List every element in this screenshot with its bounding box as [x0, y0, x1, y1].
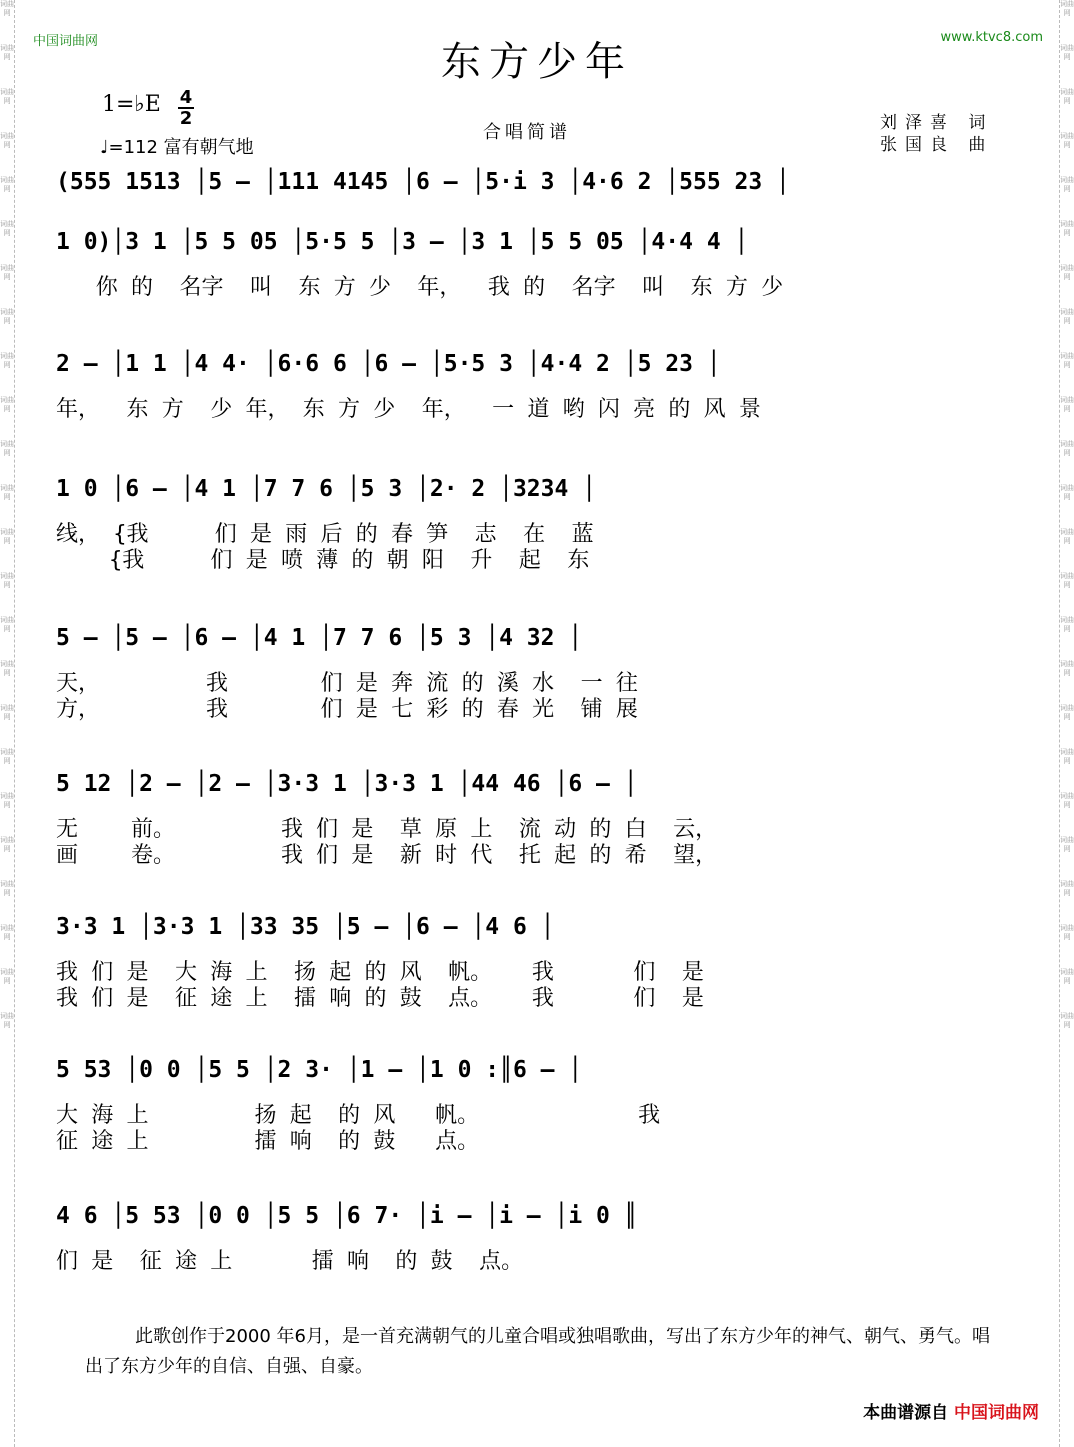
lyric-line-1: 年， 东 方 少 年， 东 方 少 年， 一 道 哟 闪 亮 的 风 景 [56, 397, 761, 422]
lyric-line-2: 征 途 上 擂 响 的 鼓 点。 [56, 1129, 480, 1154]
notation-line: 5 53 │0 0 │5 5 │2 3· │1 – │1 0 :║6 – │ [56, 1057, 583, 1083]
watermark-text: 词曲网 [0, 880, 14, 897]
watermark-text: 词曲网 [1060, 396, 1074, 413]
watermark-text: 词曲网 [0, 0, 14, 17]
watermark-text: 词曲网 [0, 264, 14, 281]
notation-line: 2 – │1 1 │4 4· │6·6 6 │6 – │5·5 3 │4·4 2 │5 23 │ [56, 351, 721, 377]
watermark-text: 词曲网 [1060, 176, 1074, 193]
composer-credit: 张国良 曲 [880, 135, 994, 155]
lyric-line-1: 无 前。 我 们 是 草 原 上 流 动 的 白 云， [56, 817, 718, 842]
lyric-line-1: 我 们 是 大 海 上 扬 起 的 风 帆。 我 们 是 [56, 960, 704, 985]
watermark-text: 词曲网 [0, 836, 14, 853]
watermark-text: 词曲网 [0, 176, 14, 193]
notation-line: (555 1513 │5 – │111 4145 │6 – │5·i 3 │4·6 2 │555 23 │ [56, 169, 790, 195]
tempo-marking: ♩=112 富有朝气地 [100, 137, 254, 158]
notation-line: 1 0)│3 1 │5 5 05 │5·5 5 │3 – │3 1 │5 5 05 │4·4 4 │ [56, 229, 749, 255]
watermark-text: 词曲网 [0, 352, 14, 369]
lyric-line-1: 大 海 上 扬 起 的 风 帆。 我 [56, 1103, 661, 1128]
source-prefix: 本曲谱源自 [863, 1403, 949, 1423]
watermark-text: 词曲网 [1060, 528, 1074, 545]
notation-line: 1 0 │6 – │4 1 │7 7 6 │5 3 │2· 2 │3234 │ [56, 476, 597, 502]
watermark-text: 词曲网 [0, 616, 14, 633]
watermark-text: 词曲网 [0, 924, 14, 941]
watermark-text: 词曲网 [1060, 440, 1074, 457]
watermark-text: 词曲网 [0, 792, 14, 809]
song-note: 此歌创作于2000 年6月，是一首充满朝气的儿童合唱或独唱歌曲，写出了东方少年的神气、朝气、勇气。唱出了东方少年的自信、自强、自豪。 [85, 1326, 990, 1377]
source-attribution [863, 1398, 1039, 1423]
watermark-text: 词曲网 [0, 660, 14, 677]
meter-bottom: 2 [179, 108, 193, 129]
score-row [56, 905, 1024, 1045]
score-row [56, 342, 1024, 482]
watermark-text: 词曲网 [1060, 484, 1074, 501]
watermark-text: 词曲网 [1060, 1012, 1074, 1029]
watermark-text: 词曲网 [1060, 572, 1074, 589]
time-signature [178, 88, 194, 128]
watermark-text: 词曲网 [0, 572, 14, 589]
key-signature: 1=♭E [102, 92, 161, 117]
watermark-text: 词曲网 [1060, 660, 1074, 677]
watermark-text: 词曲网 [0, 704, 14, 721]
watermark-text: 词曲网 [1060, 704, 1074, 721]
score-row [56, 1194, 1024, 1334]
watermark-text: 词曲网 [1060, 924, 1074, 941]
meter-top: 4 [179, 87, 193, 108]
watermark-text: 词曲网 [1060, 880, 1074, 897]
source-brand[interactable]: 中国词曲网 [954, 1403, 1039, 1423]
site-url[interactable]: www.ktvc8.com [940, 30, 1043, 45]
lyric-line-1: 你 的 名字 叫 东 方 少 年， 我 的 名字 叫 东 方 少 [56, 275, 784, 300]
site-name-left[interactable]: 中国词曲网 [33, 34, 99, 49]
watermark-text: 词曲网 [1060, 968, 1074, 985]
score-row [56, 467, 1024, 607]
watermark-text: 词曲网 [0, 748, 14, 765]
notation-line: 4 6 │5 53 │0 0 │5 5 │6 7· │i – │i – │i 0 ║ [56, 1203, 638, 1229]
left-watermark-strip [0, 0, 15, 1447]
watermark-text: 词曲网 [0, 220, 14, 237]
score-row [56, 1048, 1024, 1188]
subtitle: 合唱简谱 [483, 122, 571, 143]
watermark-text: 词曲网 [0, 396, 14, 413]
watermark-text: 词曲网 [0, 132, 14, 149]
watermark-text: 词曲网 [1060, 836, 1074, 853]
watermark-text: 词曲网 [0, 440, 14, 457]
watermark-text: 词曲网 [0, 528, 14, 545]
notation-line: 5 12 │2 – │2 – │3·3 1 │3·3 1 │44 46 │6 – │ [56, 771, 638, 797]
watermark-text: 词曲网 [1060, 308, 1074, 325]
right-watermark-strip [1059, 0, 1074, 1447]
lyric-line-1: 天， 我 们 是 奔 流 的 溪 水 一 往 [56, 671, 638, 696]
watermark-text: 词曲网 [1060, 132, 1074, 149]
watermark-text: 词曲网 [0, 88, 14, 105]
lyric-line-2: 画 卷。 我 们 是 新 时 代 托 起 的 希 望， [56, 843, 718, 868]
lyric-line-2: 方， 我 们 是 七 彩 的 春 光 铺 展 [56, 697, 638, 722]
lyric-line-2: {我 们 是 喷 薄 的 朝 阳 升 起 东 [56, 548, 590, 573]
watermark-text: 词曲网 [1060, 88, 1074, 105]
song-title: 东方少年 [441, 39, 633, 85]
watermark-text: 词曲网 [0, 1012, 14, 1029]
watermark-text: 词曲网 [1060, 44, 1074, 61]
score-row [56, 616, 1024, 756]
watermark-text: 词曲网 [1060, 352, 1074, 369]
watermark-text: 词曲网 [1060, 0, 1074, 17]
notation-line: 3·3 1 │3·3 1 │33 35 │5 – │6 – │4 6 │ [56, 914, 555, 940]
lyricist-credit: 刘泽喜 词 [880, 113, 994, 133]
lyric-line-1: 线， {我 们 是 雨 后 的 春 笋 志 在 蓝 [56, 522, 594, 547]
watermark-text: 词曲网 [0, 308, 14, 325]
watermark-text: 词曲网 [0, 44, 14, 61]
lyric-line-2: 我 们 是 征 途 上 擂 响 的 鼓 点。 我 们 是 [56, 986, 704, 1011]
score-row [56, 762, 1024, 902]
watermark-text: 词曲网 [1060, 616, 1074, 633]
notation-line: 5 – │5 – │6 – │4 1 │7 7 6 │5 3 │4 32 │ [56, 625, 583, 651]
watermark-text: 词曲网 [1060, 792, 1074, 809]
watermark-text: 词曲网 [1060, 220, 1074, 237]
watermark-text: 词曲网 [0, 484, 14, 501]
lyric-line-1: 们 是 征 途 上 擂 响 的 鼓 点。 [56, 1249, 524, 1274]
watermark-text: 词曲网 [0, 968, 14, 985]
watermark-text: 词曲网 [1060, 748, 1074, 765]
watermark-text: 词曲网 [1060, 264, 1074, 281]
score-row [56, 220, 1024, 360]
